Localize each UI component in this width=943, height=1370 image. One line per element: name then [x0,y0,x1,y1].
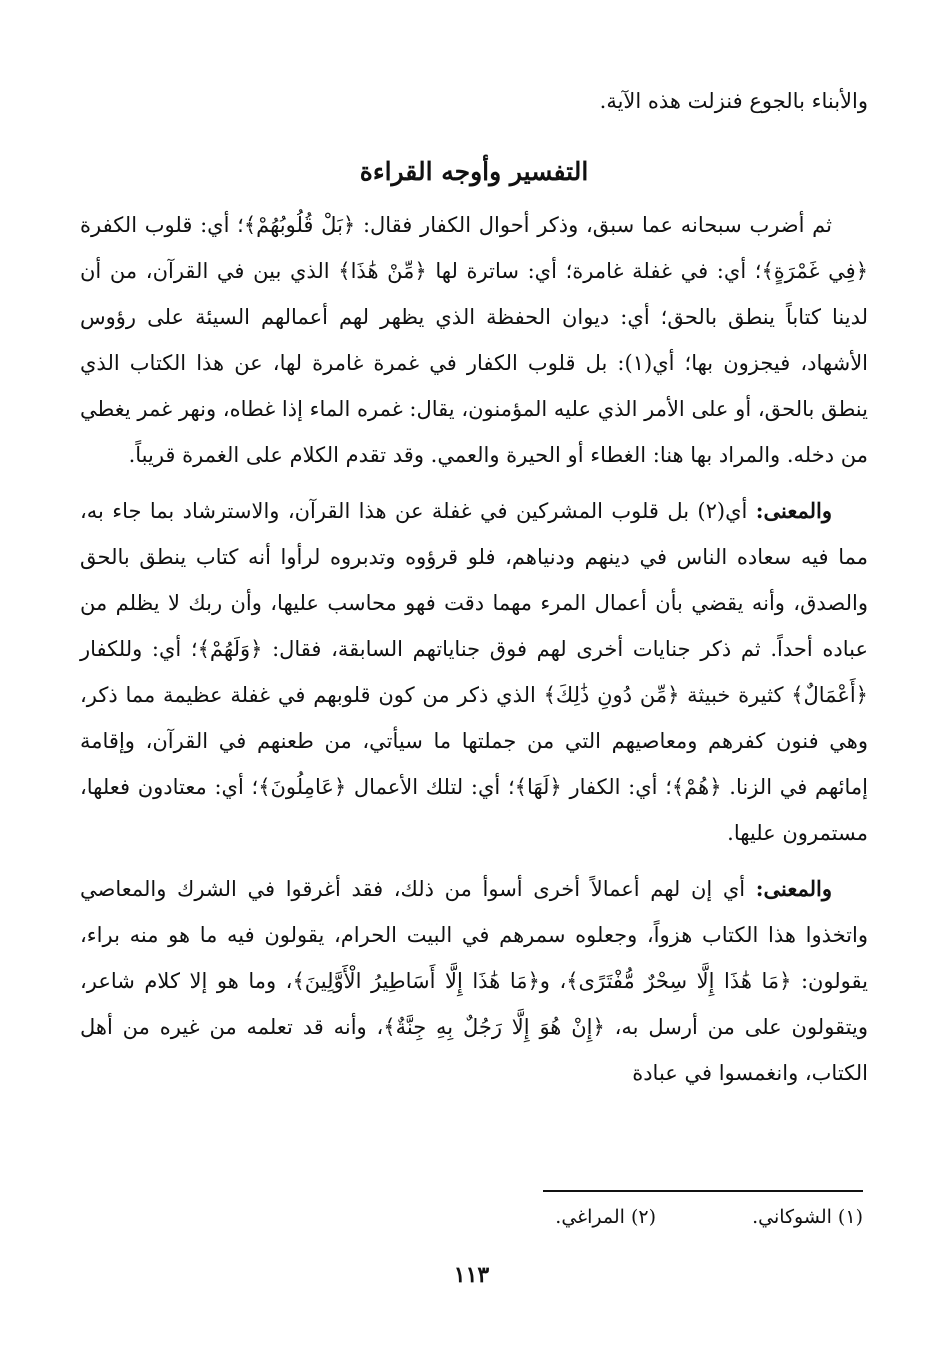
footnote-divider [543,1190,863,1192]
paragraph-2 [80,488,868,856]
paragraph-2-lead: والمعنى: [755,498,832,523]
footnote-1: (١) الشوكاني. [752,1206,863,1228]
footnote-2: (٢) المراغي. [555,1206,657,1228]
paragraph-3 [80,866,868,1096]
section-heading: التفسير وأوجه القراءة [359,157,589,186]
page-number: ١١٣ [453,1262,490,1288]
footnotes [303,1200,863,1234]
top-line: والأبناء بالجوع فنزلت هذه الآية. [599,89,868,113]
paragraph-2-text: أي(٢) بل قلوب المشركين في غفلة عن هذا القرآن، والاسترشاد بما جاء به، مما فيه سعاده الناس في دينهم ودنياهم، فلو قرؤوه وتدبروه لرأوا أنه كتاب ينطق بالحق والصدق، وأنه يقضي بأن أعمال المرء مهما دقت فهو محاسب عليها، وأن ربك لا يظلم من عباده أحداً. ثم ذكر جنايات أخرى لهم فوق جناياتهم السابقة، فقال: ﴿وَلَهُمْ﴾؛ أي: وللكفار ﴿أَعْمَالٌ﴾ كثيرة خبيثة ﴿مِّن دُونِ ذَٰلِكَ﴾ الذي ذكر من كون قلوبهم في غفلة عظيمة مما ذكر، وهي فنون كفرهم ومعاصيهم التي من جملتها ما سيأتي، من طعنهم في القرآن، وإقامة إمائهم في الزنا. ﴿هُمْ﴾؛ أي: الكفار ﴿لَهَا﴾؛ أي: لتلك الأعمال ﴿عَامِلُونَ﴾؛ أي: معتادون فعلها، مستمرون عليها. [80,499,868,845]
page-body [80,78,868,1106]
paragraph-3-lead: والمعنى: [755,876,832,901]
paragraph-3-text: أي إن لهم أعمالاً أخرى أسوأ من ذلك، فقد أغرقوا في الشرك والمعاصي واتخذوا هذا الكتاب هزواً، وجعلوه سمرهم في البيت الحرام، يقولون فيه ما هو منه براء، يقولون: ﴿مَا هَٰذَا إِلَّا سِحْرٌ مُّفْتَرًى﴾، و﴿مَا هَٰذَا إِلَّا أَسَاطِيرُ الْأَوَّلِينَ﴾، وما هو إلا كلام شاعر، ويتقولون على من أرسل به، ﴿إِنْ هُوَ إِلَّا رَجُلٌ بِهِ جِنَّةٌ﴾، وأنه قد تعلمه من غيره من أهل الكتاب، وانغمسوا في عبادة [80,877,868,1085]
paragraph-1: ثم أضرب سبحانه عما سبق، وذكر أحوال الكفار فقال: ﴿بَلْ قُلُوبُهُمْ﴾؛ أي: قلوب الكفرة ﴿فِي غَمْرَةٍ﴾؛ أي: في غفلة غامرة؛ أي: ساترة لها ﴿مِّنْ هَٰذَا﴾ الذي بين في القرآن، من أن لدينا كتاباً ينطق بالحق؛ أي: ديوان الحفظة الذي يظهر لهم أعمالهم السيئة على رؤوس الأشهاد، فيجزون بها؛ أي(١): بل قلوب الكفار في غمرة غامرة لها، عن هذا الكتاب الذي ينطق بالحق، أو على الأمر الذي عليه المؤمنون، يقال: غمره الماء إذا غطاه، ونهر غمر يغطي من دخله. والمراد بها هنا: الغطاء أو الحيرة والعمي. وقد تقدم الكلام على الغمرة قريباً. [80,213,868,467]
